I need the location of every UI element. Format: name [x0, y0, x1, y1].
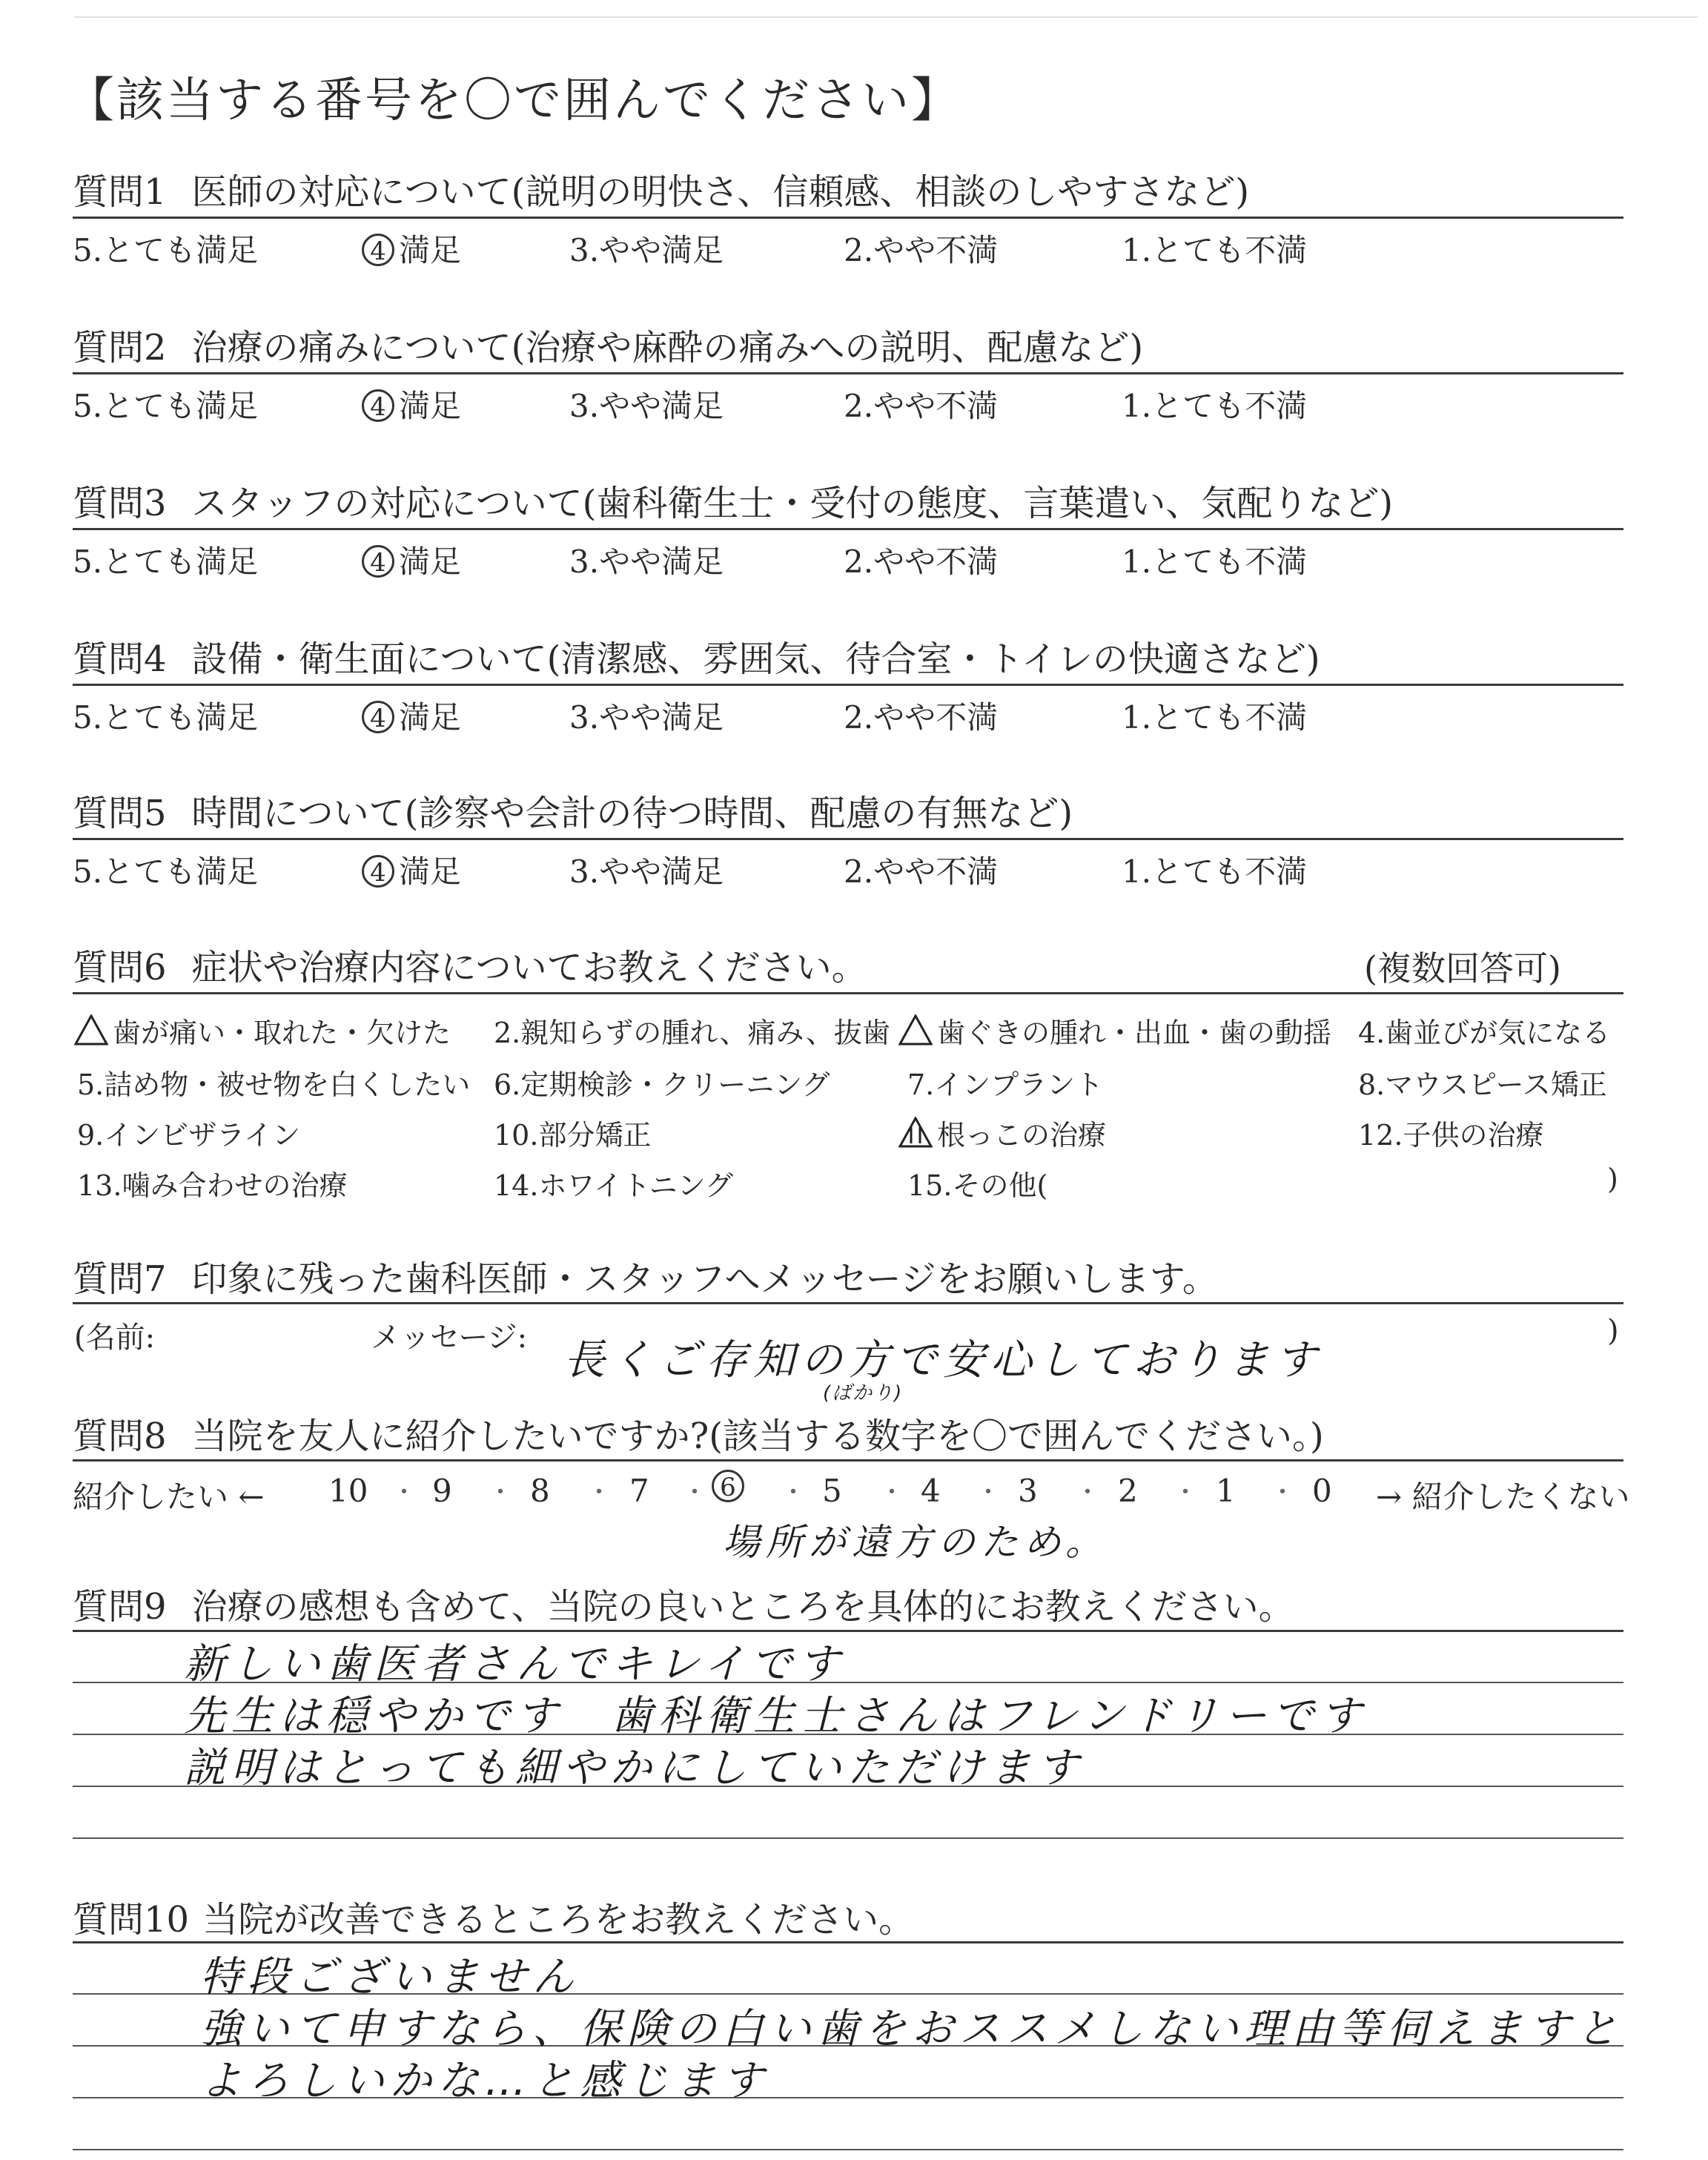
- symptom-5[interactable]: 5.詰め物・被せ物を白くしたい: [77, 1069, 471, 1101]
- form-title: 【該当する番号を〇で囲んでください】: [67, 73, 961, 128]
- question-7-heading: [73, 1250, 1218, 1301]
- other-close-paren: ): [1607, 1163, 1618, 1195]
- answer-line: [73, 2149, 1623, 2150]
- selected-circle: 4: [362, 545, 394, 578]
- dot: ・: [879, 1478, 904, 1507]
- dot: ・: [1270, 1478, 1295, 1507]
- question-number: 質問1: [73, 171, 167, 213]
- question-6-heading: [73, 939, 867, 990]
- option-3[interactable]: 3.やや満足: [569, 544, 724, 580]
- divider: [73, 838, 1623, 840]
- question-1-options: [73, 226, 1333, 271]
- scale-dots: [73, 1472, 1629, 1516]
- selected-circle: 4: [362, 855, 394, 888]
- dot: ・: [488, 1478, 513, 1507]
- symptom-4[interactable]: 4.歯並びが気になる: [1358, 1017, 1611, 1049]
- dot: ・: [391, 1478, 417, 1507]
- question-text: スタッフの対応について(歯科衛生士・受付の態度、言葉遣い、気配りなど): [191, 483, 1394, 524]
- handwritten-ruby: (ばかり): [823, 1382, 904, 1404]
- symptom-7[interactable]: 7.インプラント: [907, 1069, 1104, 1101]
- question-number: 質問4: [73, 638, 167, 680]
- symptom-6[interactable]: 6.定期検診・クリーニング: [494, 1069, 830, 1101]
- selected-circle: 4: [362, 389, 394, 422]
- option-5[interactable]: 5.とても満足: [73, 388, 259, 424]
- symptom-3-marked[interactable]: 歯ぐきの腫れ・出血・歯の動揺: [898, 1010, 1331, 1051]
- handwritten-line-1: 特段ございません: [200, 1953, 580, 2001]
- question-3-heading: [73, 475, 1393, 526]
- question-9-heading: [73, 1578, 1294, 1629]
- option-5[interactable]: 5.とても満足: [73, 699, 259, 736]
- question-number: 質問10: [73, 1899, 190, 1941]
- symptom-2[interactable]: 2.親知らずの腫れ、痛み、抜歯: [494, 1017, 890, 1049]
- question-3-options: [73, 538, 1333, 582]
- option-4-selected[interactable]: 4 満足: [362, 382, 461, 426]
- triangle-mark-icon: [898, 1117, 933, 1148]
- question-2-heading: [73, 319, 1143, 370]
- answer-line: [73, 1837, 1623, 1839]
- symptom-9[interactable]: 9.インビザライン: [77, 1119, 301, 1152]
- question-text: 治療の感想も含めて、当院の良いところを具体的にお教えください。: [191, 1586, 1294, 1628]
- option-1[interactable]: 1.とても不満: [1122, 699, 1308, 736]
- handwritten-reason: 場所が遠方のため。: [723, 1521, 1108, 1564]
- scale-right-label: → 紹介したくない: [1376, 1479, 1630, 1515]
- symptom-10[interactable]: 10.部分矯正: [494, 1119, 652, 1152]
- question-2-options: [73, 382, 1333, 426]
- question-text: 治療の痛みについて(治療や麻酔の痛みへの説明、配慮など): [191, 327, 1144, 369]
- question-text: 医師の対応について(説明の明快さ、信頼感、相談のしやすさなど): [191, 171, 1250, 213]
- option-5[interactable]: 5.とても満足: [73, 853, 259, 890]
- symptom-12[interactable]: 12.子供の治療: [1358, 1119, 1544, 1152]
- question-number: 質問7: [73, 1258, 167, 1300]
- question-number: 質問3: [73, 483, 167, 524]
- scale-1[interactable]: 1: [1216, 1473, 1236, 1509]
- divider: [73, 992, 1623, 994]
- scale-5[interactable]: 5: [822, 1473, 842, 1509]
- option-1[interactable]: 1.とても不満: [1122, 232, 1308, 268]
- option-1[interactable]: 1.とても不満: [1122, 853, 1308, 890]
- scale-0[interactable]: 0: [1312, 1473, 1332, 1509]
- symptom-11-marked[interactable]: 根っこの治療: [898, 1112, 1106, 1153]
- scale-6-selected[interactable]: 6: [712, 1470, 744, 1502]
- question-number: 質問6: [73, 947, 167, 988]
- divider: [73, 528, 1623, 530]
- question-5-heading: [73, 785, 1073, 836]
- handwritten-line-3: 説明はとっても細やかにしていただけます: [184, 1744, 1085, 1792]
- question-5-options: [73, 848, 1333, 892]
- scale-3[interactable]: 3: [1018, 1473, 1038, 1509]
- handwritten-line-2: 強いて申すなら、保険の白い歯をおススメしない理由等伺えますと: [200, 2005, 1623, 2053]
- divider: [73, 684, 1623, 686]
- handwritten-line-2: 先生は穏やかです 歯科衛生士さんはフレンドリーです: [184, 1692, 1368, 1740]
- option-2[interactable]: 2.やや不満: [844, 544, 999, 580]
- scale-7[interactable]: 7: [629, 1473, 649, 1509]
- question-number: 質問5: [73, 793, 167, 834]
- question-1-heading: [73, 163, 1249, 214]
- name-label: (名前:: [74, 1321, 156, 1355]
- option-4-selected[interactable]: 4 満足: [362, 538, 461, 582]
- option-3[interactable]: 3.やや満足: [569, 853, 724, 890]
- question-text: 症状や治療内容についてお教えください。: [191, 947, 867, 988]
- symptom-8[interactable]: 8.マウスピース矯正: [1358, 1069, 1607, 1101]
- option-1[interactable]: 1.とても不満: [1122, 544, 1308, 580]
- symptom-13[interactable]: 13.噛み合わせの治療: [77, 1169, 348, 1202]
- question-number: 質問9: [73, 1586, 167, 1628]
- symptom-1-marked[interactable]: 歯が痛い・取れた・欠けた: [74, 1010, 451, 1051]
- question-number: 質問2: [73, 327, 167, 369]
- triangle-mark-icon: [898, 1014, 933, 1046]
- question-4-options: [73, 693, 1333, 738]
- question-8-heading: [73, 1407, 1324, 1459]
- message-label: メッセージ:: [371, 1321, 528, 1355]
- divider: [73, 1941, 1623, 1943]
- option-2[interactable]: 2.やや不満: [844, 388, 999, 424]
- question-text: 設備・衛生面について(清潔感、雰囲気、待合室・トイレの快適さなど): [191, 638, 1320, 680]
- scale-left-label: 紹介したい ←: [73, 1479, 265, 1515]
- option-2[interactable]: 2.やや不満: [844, 699, 999, 736]
- dot: ・: [682, 1478, 707, 1507]
- option-4-selected[interactable]: 4 満足: [362, 848, 461, 892]
- option-3[interactable]: 3.やや満足: [569, 388, 724, 424]
- scan-edge-line: [74, 16, 1698, 18]
- scale-9[interactable]: 9: [432, 1473, 452, 1509]
- question-text: 当院を友人に紹介したいですか?(該当する数字を〇で囲んでください。): [191, 1416, 1324, 1457]
- symptom-14[interactable]: 14.ホワイトニング: [494, 1169, 734, 1202]
- option-3[interactable]: 3.やや満足: [569, 699, 724, 736]
- option-2[interactable]: 2.やや不満: [844, 232, 999, 268]
- question-number: 質問8: [73, 1416, 167, 1457]
- multiple-answer-note: (複数回答可): [1364, 948, 1561, 988]
- divider: [73, 1459, 1623, 1462]
- selected-circle: 4: [362, 234, 394, 266]
- dot: ・: [976, 1478, 1001, 1507]
- handwritten-line-3: よろしいかな…と感じます: [200, 2057, 769, 2105]
- option-2[interactable]: 2.やや不満: [844, 853, 999, 890]
- option-1[interactable]: 1.とても不満: [1122, 388, 1308, 424]
- question-4-heading: [73, 630, 1320, 681]
- question-text: 当院が改善できるところをお教えください。: [202, 1899, 915, 1941]
- message-close-paren: ): [1607, 1314, 1619, 1348]
- option-4-selected[interactable]: 4 満足: [362, 226, 461, 271]
- option-4-selected[interactable]: 4 満足: [362, 693, 461, 738]
- symptom-15-other[interactable]: 15.その他(: [907, 1169, 1048, 1202]
- option-5[interactable]: 5.とても満足: [73, 232, 259, 268]
- scale-10[interactable]: 10: [328, 1473, 368, 1509]
- question-10-heading: [73, 1891, 914, 1942]
- question-text: 印象に残った歯科医師・スタッフへメッセージをお願いします。: [191, 1258, 1218, 1300]
- handwritten-message: 長くご存知の方で安心しております: [563, 1336, 1323, 1384]
- handwritten-line-1: 新しい歯医者さんでキレイです: [184, 1640, 846, 1688]
- question-text: 時間について(診察や会計の待つ時間、配慮の有無など): [191, 793, 1073, 834]
- dot: ・: [1173, 1478, 1198, 1507]
- scale-8[interactable]: 8: [530, 1473, 550, 1509]
- divider: [73, 1302, 1623, 1304]
- divider: [73, 372, 1623, 374]
- dot: ・: [781, 1478, 806, 1507]
- option-3[interactable]: 3.やや満足: [569, 232, 724, 268]
- selected-circle: 4: [362, 701, 394, 733]
- divider: [73, 217, 1623, 219]
- dot: ・: [586, 1478, 612, 1507]
- scale-2[interactable]: 2: [1118, 1473, 1138, 1509]
- triangle-mark-icon: [74, 1014, 108, 1046]
- scale-4[interactable]: 4: [921, 1473, 941, 1509]
- option-5[interactable]: 5.とても満足: [73, 544, 259, 580]
- dot: ・: [1075, 1478, 1100, 1507]
